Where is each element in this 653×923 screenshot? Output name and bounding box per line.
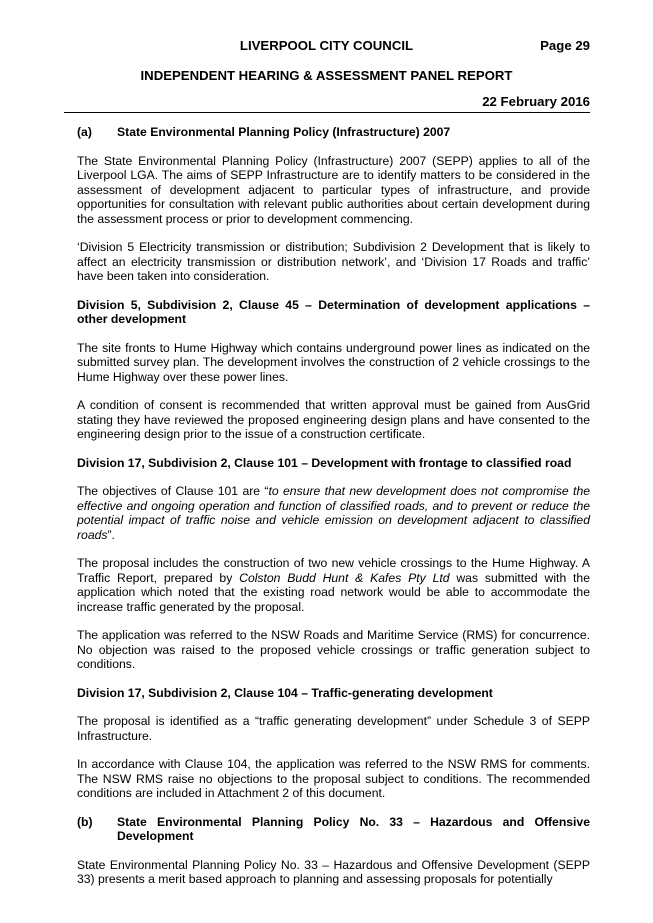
clause-101-paragraph-3: The application was referred to the NSW Roads and Maritime Service (RMS) for concurrence. No objection was raised to the proposed vehicle crossings or traffic generation subject to conditions. [77, 628, 590, 671]
clause-101-paragraph-2 [77, 556, 590, 614]
clause-101-p1-post: ”. [107, 527, 115, 542]
clause-101-p2-pre: The proposal includes the construction of two new vehicle crossings to the Hume Highway. A Traffic Report, prepared by [77, 556, 590, 585]
clause-104-paragraph-2: In accordance with Clause 104, the application was referred to the NSW RMS for comments. The NSW RMS raise no objections to the proposal subject to conditions. The recommended conditions are included in Attachment 2 of this document. [77, 757, 590, 800]
clause-101-objectives-quote: to ensure that new development does not compromise the effective and ongoing operation and function of classified roads, and to prevent or reduce the potential impact of traffic noise and vehicle emission on development adjacent to classified roads [77, 484, 590, 542]
document-body [77, 125, 590, 901]
section-b-paragraph-1: State Environmental Planning Policy No. 33 – Hazardous and Offensive Development (SEPP 33) presents a merit based approach to planning and assessing proposals for potentially [77, 857, 590, 886]
report-date: 22 February 2016 [482, 94, 590, 109]
section-a-paragraph-2: ‘Division 5 Electricity transmission or distribution; Subdivision 2 Development that is likely to affect an electricity transmission or distribution network’, and ‘Division 17 Roads and traffic’ have been taken into consideration. [77, 240, 590, 283]
clause-45-heading: Division 5, Subdivision 2, Clause 45 – Determination of development applications – other development [77, 297, 590, 326]
council-name: LIVERPOOL CITY COUNCIL [239, 38, 414, 53]
clause-45-paragraph-2: A condition of consent is recommended that written approval must be gained from AusGrid stating they have reviewed the proposed engineering design plans and have consented to the engineering design prior to the issue of a construction certificate. [77, 398, 590, 441]
clause-104-heading: Division 17, Subdivision 2, Clause 104 – Traffic-generating development [77, 685, 493, 700]
section-b-title: State Environmental Planning Policy No. 33 – Hazardous and Offensive Development [117, 814, 590, 843]
clause-101-heading: Division 17, Subdivision 2, Clause 101 – Development with frontage to classified road [77, 455, 572, 470]
clause-101-p2-post: was submitted with the application which noted that the existing road network would be able to accommodate the increase traffic generated by the proposal. [77, 570, 590, 614]
section-b-letter: (b) [77, 814, 93, 829]
section-b-heading [77, 815, 590, 844]
clause-101-p1-pre: The objectives of Clause 101 are “ [77, 484, 269, 498]
section-a-paragraph-1: The State Environmental Planning Policy (Infrastructure) 2007 (SEPP) applies to all of the Liverpool LGA. The aims of SEPP Infrastructure are to identify matters to be considered in the assessment of development adjacent to particular types of infrastructure, and provide opportunities for consultation with relevant public authorities about certain development during the assessment process or prior to development commencing. [77, 153, 590, 226]
header-divider [64, 112, 590, 113]
traffic-report-author: Colston Budd Hunt & Kafes Pty Ltd [239, 570, 450, 585]
section-a-letter: (a) [77, 125, 92, 139]
section-a-heading [77, 125, 590, 140]
clause-45-paragraph-1: The site fronts to Hume Highway which contains underground power lines as indicated on the submitted survey plan. The development involves the construction of 2 vehicle crossings to the Hume Highway over these power lines. [77, 340, 590, 384]
clause-101-paragraph-1 [77, 484, 590, 542]
report-title: INDEPENDENT HEARING & ASSESSMENT PANEL REPORT [140, 68, 513, 83]
section-a-title: State Environmental Planning Policy (Infrastructure) 2007 [117, 125, 451, 139]
page-number: Page 29 [540, 38, 590, 53]
clause-104-paragraph-1: The proposal is identified as a “traffic generating development” under Schedule 3 of SEPP Infrastructure. [77, 714, 590, 743]
